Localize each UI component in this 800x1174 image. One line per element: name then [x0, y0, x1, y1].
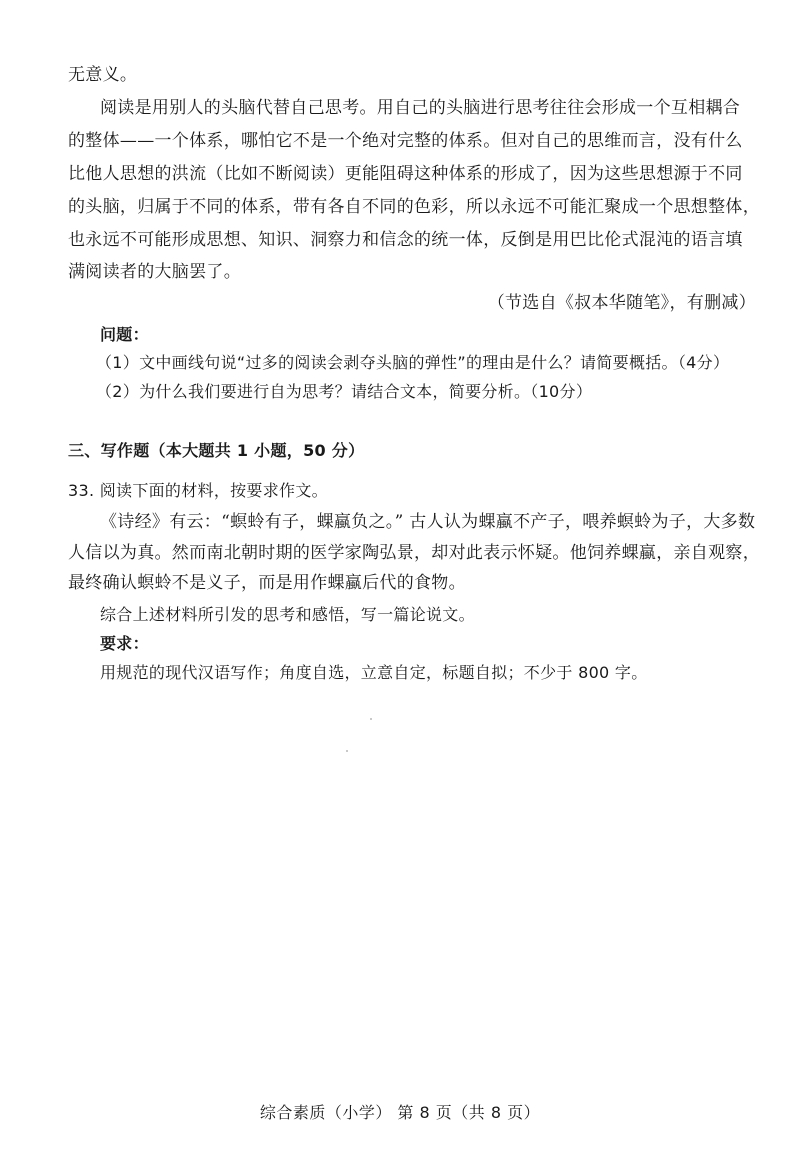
passage-source: （节选自《叔本华随笔》，有删减） — [487, 293, 756, 313]
material-line-2: 人信以为真。然而南北朝时期的医学家陶弘景，却对此表示怀疑。他饲养蜾蠃，亲自观察， — [68, 543, 760, 563]
material-line-3: 最终确认螟蛉不是义子，而是用作蜾蠃后代的食物。 — [68, 573, 466, 593]
passage-line-3: 比他人思想的洪流（比如不断阅读）更能阻碍这种体系的形成了，因为这些思想源于不同 — [68, 164, 743, 184]
question-1: （1）文中画线句说“过多的阅读会剥夺头脑的弹性”的理由是什么？请简要概括。（4分） — [96, 353, 730, 372]
questions-heading: 问题： — [100, 325, 149, 344]
passage-line-4: 的头脑，归属于不同的体系，带有各自不同的色彩，所以永远不可能汇聚成一个思想整体， — [68, 197, 760, 217]
material-line-1: 《诗经》有云：“螟蛉有子，蜾蠃负之。” 古人认为蜾蠃不产子，喂养螟蛉为子，大多数 — [100, 512, 756, 532]
question-2: （2）为什么我们要进行自为思考？请结合文本，简要分析。（10分） — [96, 382, 593, 401]
requirements-heading: 要求： — [100, 634, 149, 653]
passage-line-0: 无意义。 — [68, 65, 138, 85]
passage-line-6: 满阅读者的大脑罢了。 — [68, 262, 241, 282]
prompt-33: 33. 阅读下面的材料，按要求作文。 — [68, 481, 328, 500]
scan-speck — [346, 750, 348, 752]
passage-line-1: 阅读是用别人的头脑代替自己思考。用自己的头脑进行思考往往会形成一个互相耦合 — [100, 98, 741, 118]
page-footer: 综合素质（小学） 第 8 页（共 8 页） — [259, 1103, 541, 1122]
requirements-text: 用规范的现代汉语写作；角度自选，立意自定，标题自拟；不少于 800 字。 — [100, 663, 648, 682]
passage-line-5: 也永远不可能形成思想、知识、洞察力和信念的统一体，反倒是用巴比伦式混沌的语言填 — [68, 230, 743, 250]
section-3-heading: 三、写作题（本大题共 1 小题，50 分） — [68, 441, 365, 460]
writing-task: 综合上述材料所引发的思考和感悟，写一篇论说文。 — [100, 605, 475, 624]
scan-speck — [370, 718, 372, 720]
passage-line-2: 的整体——一个体系，哪怕它不是一个绝对完整的体系。但对自己的思维而言，没有什么 — [68, 131, 743, 151]
